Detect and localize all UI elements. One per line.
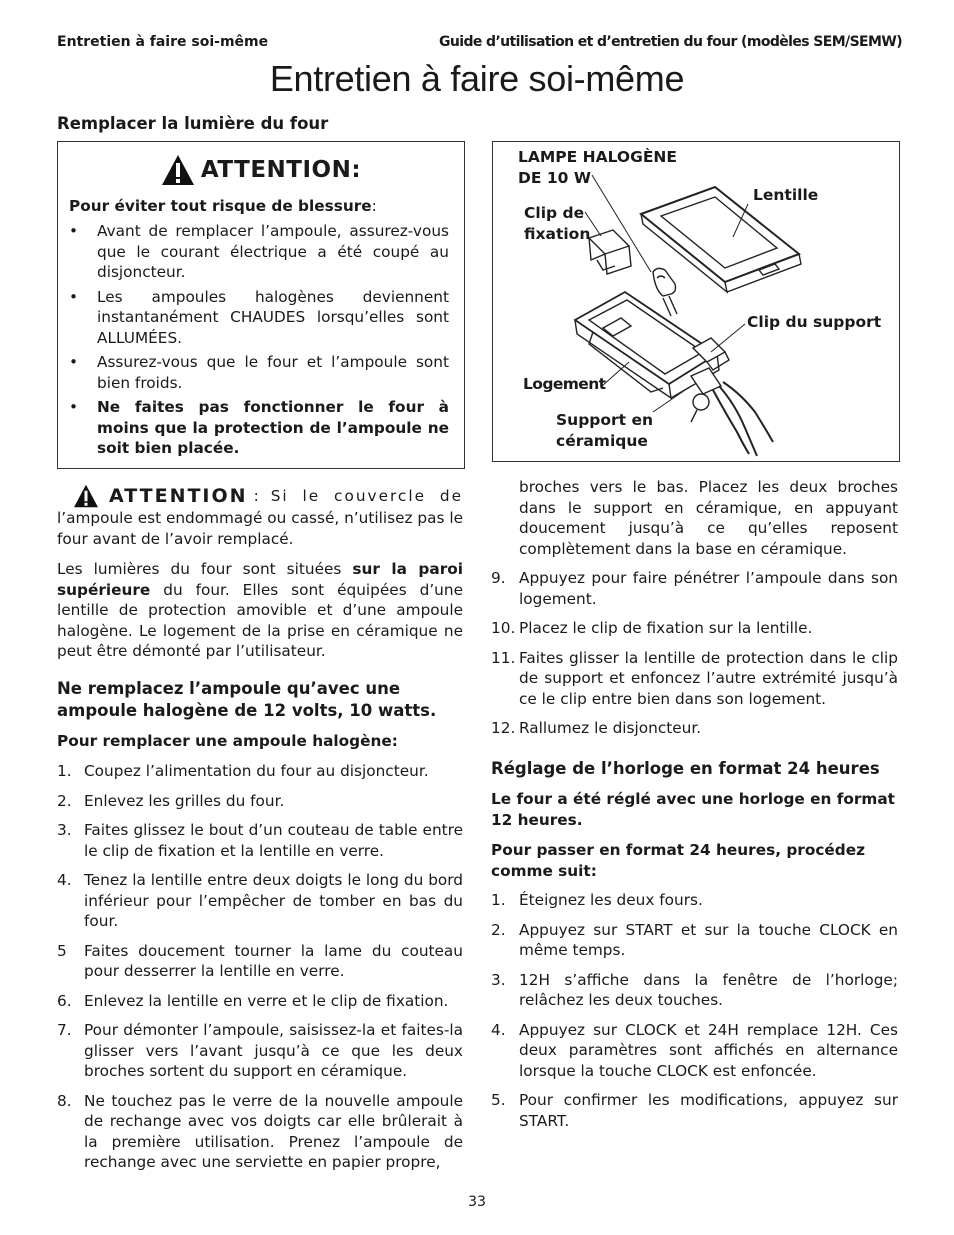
step-number: 1.	[57, 762, 72, 780]
step-number: 12.	[491, 719, 516, 737]
label-lens: Lentille	[753, 186, 819, 204]
inline-caution	[57, 484, 463, 549]
warning-triangle-icon	[161, 154, 195, 186]
label-ceramic-support-line1: Support en	[556, 411, 654, 429]
inline-caution-colon: :	[253, 487, 259, 505]
step-number: 10.	[491, 619, 516, 637]
list-item	[491, 718, 898, 739]
replace-steps-list	[57, 761, 463, 1182]
list-item	[491, 618, 898, 639]
intro-paragraph-end: du four. Elles sont équipées d’une lentille de protection amovible et d’une ampoule halogène. Le logement de la prise en céramique ne peut être démonté par l’utilisateur.	[57, 580, 463, 660]
warning-triangle-icon	[73, 484, 99, 508]
clock-note: Le four a été réglé avec une horloge en format 12 heures.	[491, 790, 895, 829]
step-text: Éteignez les deux fours.	[519, 891, 703, 909]
step-text: Tenez la lentille entre deux doigts le long du bord inférieur pour l’empêcher de tomber en bas du four.	[84, 871, 463, 930]
inline-caution-start: Si le couvercle de	[270, 487, 463, 505]
warning-lead-colon: :	[371, 197, 377, 215]
lamp-diagram	[492, 141, 900, 462]
step-text: Faites doucement tourner la lame du couteau pour desserrer la lentille en verre.	[84, 941, 463, 980]
step-number: 7.	[57, 1021, 72, 1039]
list-item	[57, 820, 463, 861]
replace-steps-list-continued	[491, 568, 898, 748]
step-number: 9.	[491, 569, 506, 587]
step-number: 6.	[57, 991, 72, 1010]
step-text: Faites glisser la lentille de protection dans le clip de support et enfoncez l’autre extrémité jusqu’à ce le clip entre bien dans son logement.	[519, 648, 898, 708]
warning-bullet	[69, 397, 449, 459]
inline-caution-first-line	[57, 484, 463, 508]
list-item	[57, 1020, 463, 1082]
warning-bullet-list	[69, 221, 449, 463]
warning-bullet	[69, 221, 449, 283]
clock-steps-list	[491, 890, 898, 1140]
warning-bullet-text: Assurez-vous que le four et l’ampoule sont bien froids.	[97, 353, 449, 392]
list-item	[57, 941, 463, 982]
step-text: Enlevez la lentille en verre et le clip de fixation.	[84, 991, 449, 1010]
warning-lead	[69, 196, 377, 216]
label-halogen-lamp-line2: DE 10 W	[518, 169, 591, 187]
step-text: Faites glissez le bout d’un couteau de table entre le clip de fixation et la lentille en verre.	[84, 821, 463, 860]
section-heading-light: Remplacer la lumière du four	[57, 114, 329, 133]
step-number: 1.	[491, 891, 506, 909]
step-number: 5.	[491, 1091, 506, 1109]
bulb-note-heading: Ne remplacez l’ampoule qu’avec une ampoule halogène de 12 volts, 10 watts.	[57, 679, 437, 720]
list-item	[491, 920, 898, 961]
label-ceramic-support-line2: céramique	[556, 432, 648, 450]
step-number: 4.	[57, 871, 72, 889]
warning-box-header	[58, 154, 464, 186]
list-item	[491, 970, 898, 1011]
bullet-symbol: •	[69, 222, 79, 240]
list-item	[491, 568, 898, 609]
page-number: 33	[468, 1194, 486, 1210]
running-header-right: Guide d’utilisation et d’entretien du four (modèles SEM/SEMW)	[438, 34, 902, 50]
label-halogen-lamp-line1: LAMPE HALOGÈNE	[518, 148, 677, 166]
label-retaining-clip-line1: Clip de	[524, 204, 585, 222]
step-number: 3.	[491, 970, 506, 989]
warning-bullet	[69, 287, 449, 349]
step-text: Pour démonter l’ampoule, saisissez-la et faites-la glisser vers l’avant jusqu’à ce que les deux broches sortent du support en céramique.	[84, 1021, 463, 1080]
list-item	[491, 1090, 898, 1131]
step-number: 2.	[57, 791, 72, 810]
warning-box	[57, 141, 465, 469]
step-text: Rallumez le disjoncteur.	[519, 719, 702, 737]
label-halogen-lamp	[518, 147, 677, 189]
intro-paragraph-start: Les lumières du four sont situées	[57, 560, 342, 578]
clock-heading: Réglage de l’horloge en format 24 heures	[491, 759, 880, 778]
label-ceramic-support	[556, 410, 653, 452]
step-text: 12H s’affiche dans la fenêtre de l’horloge; relâchez les deux touches.	[519, 970, 898, 1009]
list-item	[57, 870, 463, 932]
list-item	[57, 991, 463, 1012]
step-text: Placez le clip de fixation sur la lentille.	[519, 619, 813, 637]
warning-bullet-text: Les ampoules halogènes deviennent instantanément CHAUDES lorsqu’elles sont ALLUMÉES.	[97, 287, 449, 347]
label-retaining-clip-line2: fixation	[524, 225, 591, 243]
step-number: 2.	[491, 920, 506, 939]
page-title: Entretien à faire soi-même	[269, 58, 685, 99]
step-number: 8.	[57, 1091, 72, 1110]
list-item	[57, 1091, 463, 1173]
label-retaining-clip	[524, 203, 590, 245]
warning-bullet-text: Avant de remplacer l’ampoule, assurez-vous que le courant électrique a été coupé au disjoncteur.	[97, 222, 449, 281]
running-header-left: Entretien à faire soi-même	[57, 34, 269, 50]
steps-heading: Pour remplacer une ampoule halogène:	[57, 732, 398, 750]
step-number: 11.	[491, 648, 516, 667]
list-item	[491, 890, 898, 911]
warning-lead-text: Pour éviter tout risque de blessure	[69, 197, 372, 215]
step-number: 5	[57, 941, 67, 960]
step-number: 3.	[57, 821, 72, 839]
warning-bullet-text: Ne faites pas fonctionner le four à moins que la protection de l’ampoule ne soit bien placée.	[97, 398, 449, 457]
step-text: Coupez l’alimentation du four au disjoncteur.	[84, 762, 429, 780]
step-text: Enlevez les grilles du four.	[84, 791, 285, 810]
list-item	[491, 1020, 898, 1082]
inline-caution-text: l’ampoule est endommagé ou cassé, n’utilisez pas le four avant de l’avoir remplacé.	[57, 509, 463, 548]
lamp-assembly-illustration	[493, 142, 899, 461]
label-housing: Logement	[523, 375, 606, 393]
warning-bullet	[69, 352, 449, 393]
step-text: Pour confirmer les modifications, appuyez sur START.	[519, 1091, 898, 1130]
step-text: Appuyez sur START et sur la touche CLOCK en même temps.	[519, 920, 898, 959]
step-text: Ne touchez pas le verre de la nouvelle ampoule de rechange avec vos doigts car elle brûlerait à la première utilisation. Prenez l’ampoule de rechange avec une serviette en papier propre,	[84, 1091, 463, 1171]
clock-subheading: Pour passer en format 24 heures, procédez comme suit:	[491, 841, 866, 880]
list-item	[57, 791, 463, 812]
inline-caution-word: ATTENTION	[109, 485, 248, 507]
list-item	[57, 761, 463, 782]
step-8-continuation: broches vers le bas. Placez les deux broches dans le support en céramique, en appuyant doucement jusqu’à ce qu’elles reposent complètement dans la base en céramique.	[519, 478, 898, 558]
intro-paragraph-bold: sur la paroi supérieure	[57, 560, 463, 599]
label-support-clip: Clip du support	[747, 313, 882, 331]
step-text: Appuyez sur CLOCK et 24H remplace 12H. Ces deux paramètres sont affichés en alternance lorsque la touche CLOCK est enfoncée.	[519, 1020, 898, 1080]
intro-paragraph	[57, 559, 463, 662]
bullet-symbol: •	[69, 353, 79, 371]
list-item	[491, 648, 898, 710]
warning-box-title: ATTENTION:	[200, 157, 362, 183]
bullet-symbol: •	[69, 398, 79, 416]
step-text: Appuyez pour faire pénétrer l’ampoule dans son logement.	[519, 569, 898, 608]
bullet-symbol: •	[69, 287, 79, 306]
step-number: 4.	[491, 1020, 506, 1039]
